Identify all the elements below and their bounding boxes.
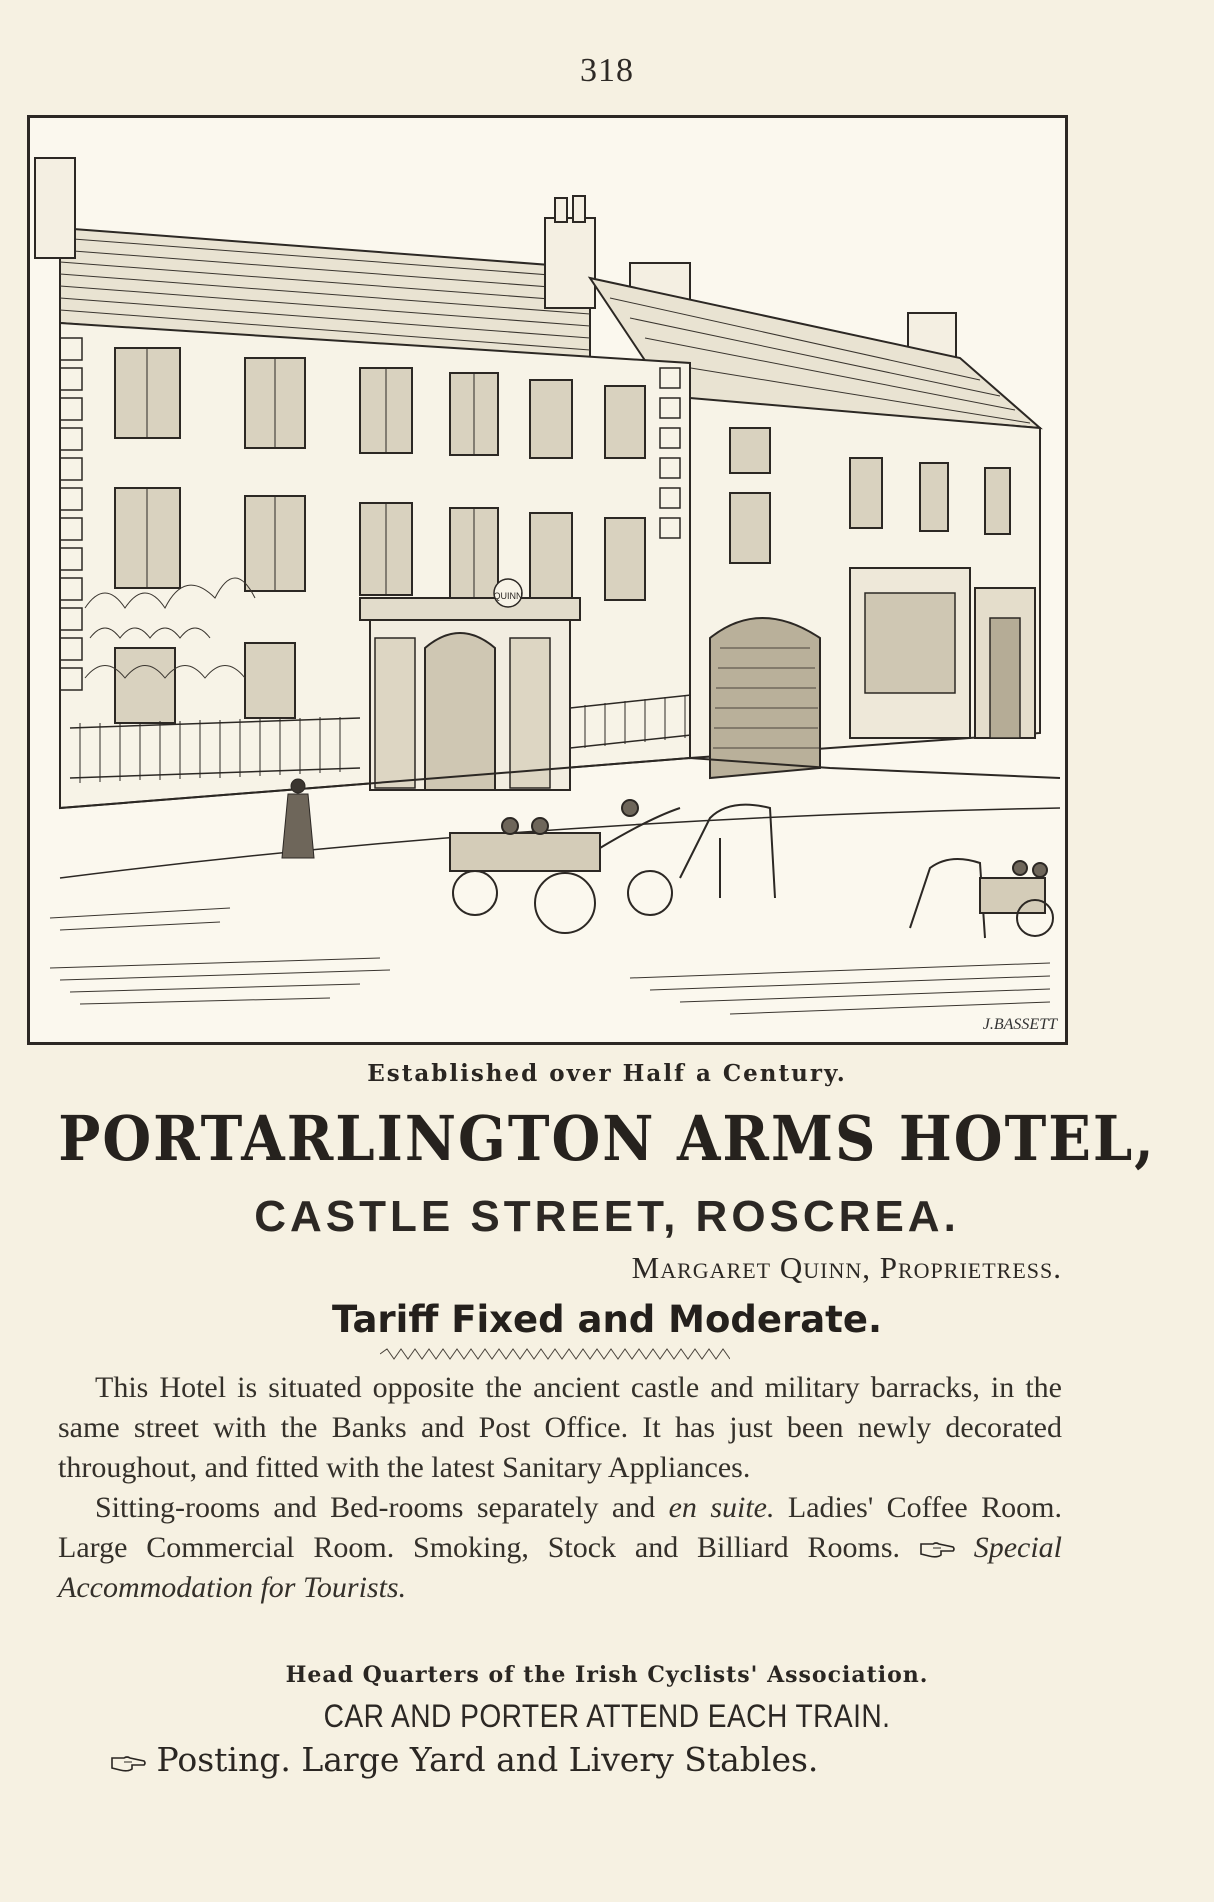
established-line: Established over Half a Century. <box>367 1060 847 1087</box>
pointing-hand-icon <box>919 1539 955 1559</box>
en-suite-text: en suite. <box>668 1491 775 1524</box>
artist-signature: J.BASSETT <box>982 1016 1057 1033</box>
lamp-sign-text: QUINN <box>493 591 523 601</box>
tariff-line: Tariff Fixed and Moderate. <box>331 1298 883 1341</box>
page-number: 318 <box>580 52 634 89</box>
proprietress-line: Margaret Quinn, Proprietress. <box>631 1250 1062 1285</box>
paragraph-2-start: Sitting-rooms and Bed-rooms separately and <box>95 1491 669 1524</box>
hotel-name-heading: PORTARLINGTON ARMS HOTEL, <box>58 1102 1156 1176</box>
hotel-address: CASTLE STREET, ROSCREA. <box>254 1192 960 1241</box>
posting-line <box>110 1740 1110 1779</box>
pointing-hand-icon <box>110 1753 146 1773</box>
hotel-street-scene <box>30 118 1065 1042</box>
description-paragraph-2 <box>58 1488 1062 1608</box>
hotel-engraving <box>27 115 1068 1045</box>
description-paragraph-1: This Hotel is situated opposite the ancient castle and military barracks, in the same street with the Banks and Post Office. It has just been newly decorated throughout, and fitted with the latest Sanitary Appliances. <box>58 1371 1062 1484</box>
description-block <box>58 1368 1062 1608</box>
head-quarters-line: Head Quarters of the Irish Cyclists' Association. <box>285 1662 929 1688</box>
car-porter-line: CAR AND PORTER ATTEND EACH TRAIN. <box>323 1698 891 1734</box>
wavy-divider <box>380 1348 730 1360</box>
posting-text: Posting. Large Yard and Livery Stables. <box>156 1740 819 1779</box>
paragraph-2-end: Ladies' Coffee Room. Large Commercial Room. Smoking, Stock and Billiard Rooms. <box>58 1491 1062 1564</box>
special-accommodation-text: Special Accommodation for Tourists. <box>58 1531 1063 1604</box>
